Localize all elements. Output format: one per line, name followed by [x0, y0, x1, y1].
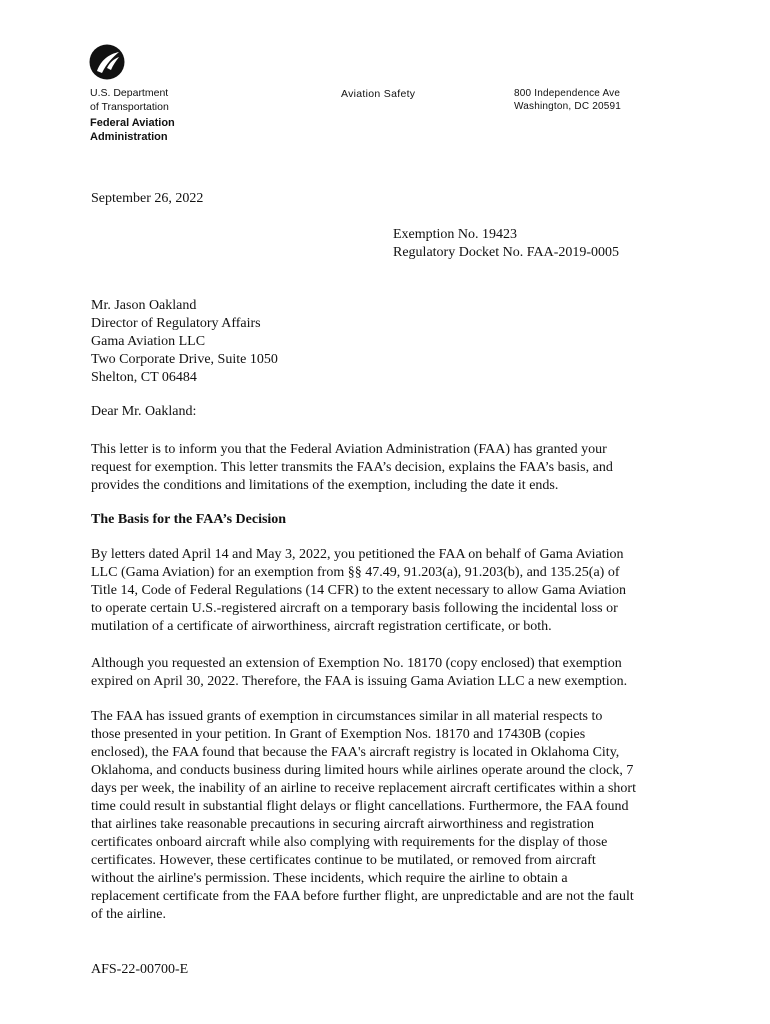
department-line: of Transportation — [90, 100, 169, 113]
text-line: mutilation of a certificate of airworthiness, aircraft registration certificate, or both. — [91, 619, 552, 634]
text-line: Although you requested an extension of Exemption No. 18170 (copy enclosed) that exemption — [91, 656, 622, 671]
address-line: Washington, DC 20591 — [514, 100, 622, 112]
text-line: enclosed), the FAA found that because the FAA's aircraft registry is located in Oklahoma City, — [91, 745, 620, 760]
text-line: those presented in your petition. In Grant of Exemption Nos. 18170 and 17430B (copies — [91, 727, 586, 742]
letter-date: September 26, 2022 — [91, 191, 204, 206]
text-line: days per week, the inability of an airline to receive replacement aircraft certificates within a short — [91, 781, 636, 796]
salutation: Dear Mr. Oakland: — [91, 404, 197, 419]
text-line: Title 14, Code of Federal Regulations (14 CFR) to the extent necessary to allow Gama Aviation — [91, 583, 627, 598]
recipient-line: Director of Regulatory Affairs — [91, 316, 261, 331]
recipient-address — [91, 297, 278, 387]
text-line: without the airline's permission. These incidents, which require the airline to obtain a — [91, 871, 568, 886]
text-line: LLC (Gama Aviation) for an exemption from §§ 47.49, 91.203(a), 91.203(b), and 135.25(a) of — [91, 565, 620, 580]
agency-name — [90, 117, 175, 144]
document-code: AFS-22-00700-E — [91, 962, 189, 977]
recipient-line: Two Corporate Drive, Suite 1050 — [91, 352, 278, 367]
address-line: 800 Independence Ave — [514, 88, 621, 99]
text-line: certificates onboard aircraft while also complying with requirements for the display of those — [91, 835, 608, 850]
text-line: time could result in substantial flight delays or flight cancellations. Furthermore, the FAA found — [91, 799, 629, 814]
docket-number: Regulatory Docket No. FAA-2019-0005 — [393, 245, 620, 260]
agency-line: Federal Aviation — [90, 117, 175, 129]
paragraph-grants — [91, 708, 691, 924]
text-line: of the airline. — [91, 907, 167, 922]
text-line: that airlines take reasonable precautions in securing aircraft airworthiness and registration — [91, 817, 595, 832]
text-line: This letter is to inform you that the Federal Aviation Administration (FAA) has granted your — [91, 442, 607, 457]
text-line: Oklahoma, and conducts business during limited hours while airlines operate around the clock, 7 — [91, 763, 634, 778]
text-line: to operate certain U.S.-registered aircraft on a temporary basis following the incidental loss or — [91, 601, 618, 616]
dot-seal-icon — [89, 44, 125, 80]
office-address — [514, 88, 621, 113]
paragraph-intro — [91, 441, 691, 495]
recipient-line: Gama Aviation LLC — [91, 334, 206, 349]
section-heading: The Basis for the FAA’s Decision — [91, 512, 287, 527]
exemption-number: Exemption No. 19423 — [393, 227, 518, 242]
paragraph-extension — [91, 655, 691, 691]
text-line: request for exemption. This letter transmits the FAA’s decision, explains the FAA’s basis, and — [91, 460, 613, 475]
paragraph-petition — [91, 546, 691, 636]
recipient-line: Mr. Jason Oakland — [91, 298, 197, 313]
text-line: replacement certificate from the FAA before further flight, are unpredictable and are not the fault — [91, 889, 634, 904]
reference-block — [393, 226, 619, 262]
text-line: certificates. However, these certificates continue to be mutilated, or removed from aircraft — [91, 853, 596, 868]
text-line: The FAA has issued grants of exemption in circumstances similar in all material respects to — [91, 709, 603, 724]
text-line: By letters dated April 14 and May 3, 2022, you petitioned the FAA on behalf of Gama Aviation — [91, 547, 624, 562]
department-line: U.S. Department — [90, 87, 169, 99]
recipient-line: Shelton, CT 06484 — [91, 370, 197, 385]
agency-line: Administration — [90, 130, 168, 143]
text-line: expired on April 30, 2022. Therefore, the FAA is issuing Gama Aviation LLC a new exemption. — [91, 674, 628, 689]
office-name: Aviation Safety — [341, 88, 416, 100]
department-name — [90, 87, 169, 114]
text-line: provides the conditions and limitations of the exemption, including the date it ends. — [91, 478, 559, 493]
